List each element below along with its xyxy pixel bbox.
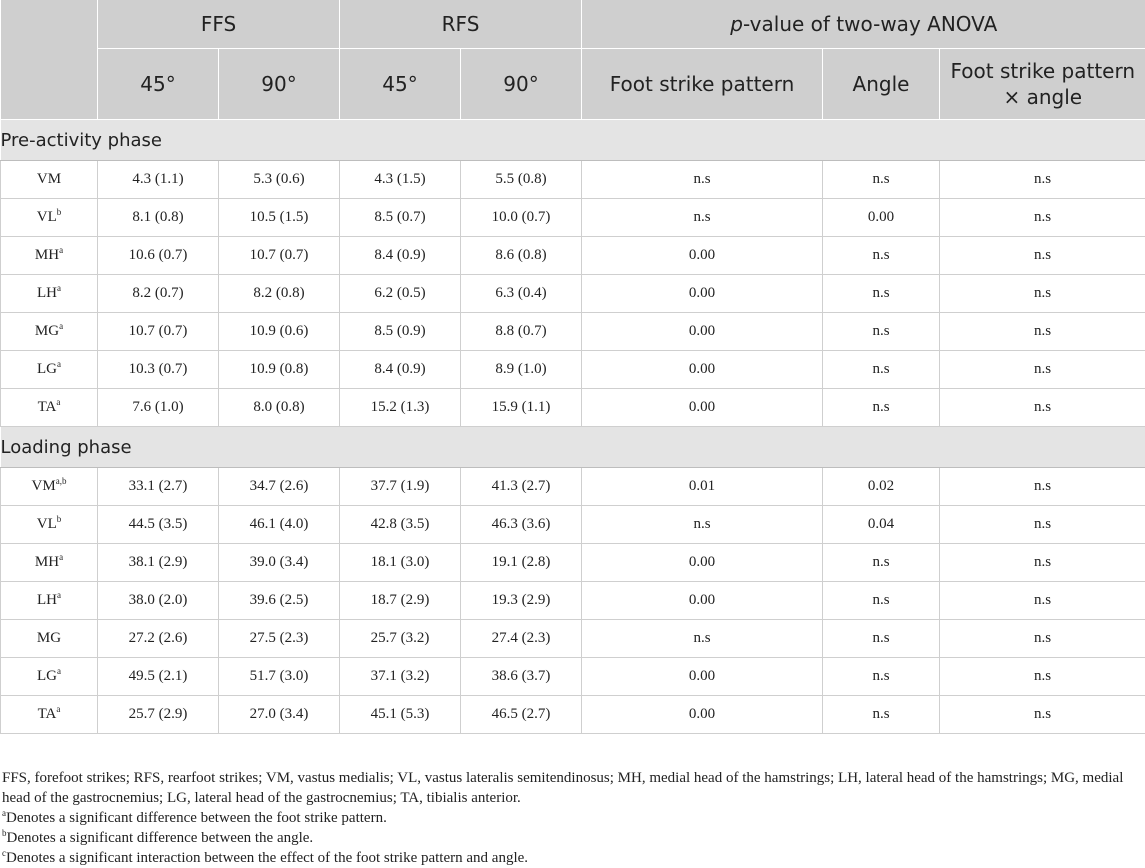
rfs-90-cell: 46.5 (2.7) (461, 696, 582, 734)
angle-pvalue-cell: n.s (823, 696, 940, 734)
muscle-label: VL (37, 209, 57, 225)
table-body (1, 120, 1145, 734)
table-header (1, 0, 1145, 120)
ffs-45-cell: 10.3 (0.7) (98, 351, 219, 389)
muscle-superscript: b (57, 514, 62, 524)
muscle-label: TA (38, 399, 57, 415)
header-ffs-45: 45° (98, 49, 219, 120)
interaction-pvalue-cell: n.s (940, 658, 1145, 696)
ffs-45-cell: 38.0 (2.0) (98, 582, 219, 620)
rfs-45-cell: 18.7 (2.9) (340, 582, 461, 620)
ffs-90-cell: 46.1 (4.0) (219, 506, 340, 544)
ffs-90-cell: 10.9 (0.8) (219, 351, 340, 389)
rfs-45-cell: 42.8 (3.5) (340, 506, 461, 544)
rfs-45-cell: 4.3 (1.5) (340, 161, 461, 199)
ffs-45-cell: 10.7 (0.7) (98, 313, 219, 351)
header-rfs-45: 45° (340, 49, 461, 120)
ffs-45-cell: 8.1 (0.8) (98, 199, 219, 237)
muscle-superscript: a (57, 359, 61, 369)
rfs-45-cell: 6.2 (0.5) (340, 275, 461, 313)
table-row (1, 582, 1145, 620)
footnote-c-text: Denotes a significant interaction between the effect of the foot strike pattern and angle. (6, 850, 528, 866)
muscle-label: TA (38, 706, 57, 722)
angle-pvalue-cell: 0.04 (823, 506, 940, 544)
pvalue-italic-p: p (730, 12, 743, 36)
rfs-90-cell: 46.3 (3.6) (461, 506, 582, 544)
interaction-pvalue-cell: n.s (940, 275, 1145, 313)
muscle-cell (1, 199, 98, 237)
angle-pvalue-cell: n.s (823, 275, 940, 313)
ffs-45-cell: 49.5 (2.1) (98, 658, 219, 696)
footnote-a (2, 808, 1137, 828)
ffs-90-cell: 10.9 (0.6) (219, 313, 340, 351)
muscle-label: MH (35, 554, 59, 570)
header-rfs-90: 90° (461, 49, 582, 120)
rfs-90-cell: 19.3 (2.9) (461, 582, 582, 620)
foot-strike-pvalue-cell: 0.00 (582, 275, 823, 313)
table-row (1, 199, 1145, 237)
section-row (1, 427, 1145, 468)
muscle-cell (1, 620, 98, 658)
ffs-45-cell: 44.5 (3.5) (98, 506, 219, 544)
muscle-label: MG (35, 323, 59, 339)
rfs-45-cell: 37.7 (1.9) (340, 468, 461, 506)
interaction-pvalue-cell: n.s (940, 506, 1145, 544)
muscle-cell (1, 696, 98, 734)
angle-pvalue-cell: n.s (823, 658, 940, 696)
ffs-90-cell: 8.2 (0.8) (219, 275, 340, 313)
table-row (1, 620, 1145, 658)
section-row (1, 120, 1145, 161)
muscle-cell (1, 275, 98, 313)
interaction-pvalue-cell: n.s (940, 468, 1145, 506)
footnote-abbreviations: FFS, forefoot strikes; RFS, rearfoot strikes; VM, vastus medialis; VL, vastus lateralis semitendinosus; MH, medial head of the hamstrings; LH, lateral head of the hamstrings; MG, medial head of the gastrocnemius; LG, lateral head of the gastrocnemius; TA, tibialis anterior. (2, 768, 1137, 808)
muscle-label: MH (35, 247, 59, 263)
rfs-90-cell: 27.4 (2.3) (461, 620, 582, 658)
rfs-45-cell: 37.1 (3.2) (340, 658, 461, 696)
table-row (1, 237, 1145, 275)
ffs-90-cell: 5.3 (0.6) (219, 161, 340, 199)
footnote-b (2, 828, 1137, 848)
interaction-pvalue-cell: n.s (940, 544, 1145, 582)
muscle-label: VM (37, 171, 61, 187)
muscle-label: VM (32, 478, 56, 494)
muscle-superscript: a,b (56, 476, 67, 486)
footnote-a-mark: a (2, 808, 6, 818)
table-row (1, 313, 1145, 351)
angle-pvalue-cell: n.s (823, 620, 940, 658)
muscle-cell (1, 389, 98, 427)
muscle-superscript: a (59, 552, 63, 562)
muscle-superscript: a (56, 704, 60, 714)
muscle-cell (1, 658, 98, 696)
ffs-45-cell: 27.2 (2.6) (98, 620, 219, 658)
rfs-45-cell: 8.4 (0.9) (340, 351, 461, 389)
footnote-b-text: Denotes a significant difference between the angle. (7, 830, 314, 846)
rfs-90-cell: 41.3 (2.7) (461, 468, 582, 506)
angle-pvalue-cell: n.s (823, 351, 940, 389)
interaction-pvalue-cell: n.s (940, 237, 1145, 275)
header-group-pvalue (582, 0, 1145, 49)
foot-strike-pvalue-cell: 0.00 (582, 658, 823, 696)
ffs-45-cell: 4.3 (1.1) (98, 161, 219, 199)
rfs-45-cell: 8.4 (0.9) (340, 237, 461, 275)
interaction-pvalue-cell: n.s (940, 389, 1145, 427)
interaction-pvalue-cell: n.s (940, 161, 1145, 199)
angle-pvalue-cell: n.s (823, 544, 940, 582)
muscle-superscript: a (56, 397, 60, 407)
foot-strike-pvalue-cell: 0.00 (582, 582, 823, 620)
rfs-90-cell: 5.5 (0.8) (461, 161, 582, 199)
footnote-a-text: Denotes a significant difference between the foot strike pattern. (6, 810, 387, 826)
pvalue-label: -value of two-way ANOVA (743, 12, 997, 36)
section-title: Pre-activity phase (1, 120, 1145, 161)
foot-strike-pvalue-cell: 0.00 (582, 351, 823, 389)
muscle-label: LG (37, 361, 57, 377)
ffs-90-cell: 27.5 (2.3) (219, 620, 340, 658)
header-foot-strike-pattern: Foot strike pattern (582, 49, 823, 120)
muscle-label: LH (37, 285, 57, 301)
foot-strike-pvalue-cell: n.s (582, 199, 823, 237)
ffs-45-cell: 7.6 (1.0) (98, 389, 219, 427)
table-row (1, 506, 1145, 544)
foot-strike-pvalue-cell: 0.01 (582, 468, 823, 506)
rfs-45-cell: 45.1 (5.3) (340, 696, 461, 734)
interaction-pvalue-cell: n.s (940, 620, 1145, 658)
angle-pvalue-cell: n.s (823, 161, 940, 199)
table-row (1, 468, 1145, 506)
rfs-90-cell: 8.9 (1.0) (461, 351, 582, 389)
table-row (1, 275, 1145, 313)
angle-pvalue-cell: n.s (823, 389, 940, 427)
table-row (1, 696, 1145, 734)
muscle-cell (1, 506, 98, 544)
muscle-superscript: a (59, 321, 63, 331)
ffs-90-cell: 10.7 (0.7) (219, 237, 340, 275)
angle-pvalue-cell: 0.02 (823, 468, 940, 506)
interaction-pvalue-cell: n.s (940, 351, 1145, 389)
muscle-cell (1, 313, 98, 351)
muscle-cell (1, 468, 98, 506)
footnote-c-mark: c (2, 848, 6, 858)
table-row (1, 161, 1145, 199)
interaction-pvalue-cell: n.s (940, 582, 1145, 620)
ffs-90-cell: 51.7 (3.0) (219, 658, 340, 696)
table-row (1, 351, 1145, 389)
ffs-45-cell: 8.2 (0.7) (98, 275, 219, 313)
foot-strike-pvalue-cell: 0.00 (582, 696, 823, 734)
muscle-cell (1, 544, 98, 582)
ffs-90-cell: 8.0 (0.8) (219, 389, 340, 427)
angle-pvalue-cell: n.s (823, 237, 940, 275)
rfs-90-cell: 38.6 (3.7) (461, 658, 582, 696)
ffs-90-cell: 10.5 (1.5) (219, 199, 340, 237)
muscle-superscript: a (57, 666, 61, 676)
rfs-90-cell: 15.9 (1.1) (461, 389, 582, 427)
section-title: Loading phase (1, 427, 1145, 468)
foot-strike-pvalue-cell: 0.00 (582, 544, 823, 582)
ffs-90-cell: 34.7 (2.6) (219, 468, 340, 506)
foot-strike-pvalue-cell: n.s (582, 620, 823, 658)
muscle-superscript: a (57, 283, 61, 293)
ffs-45-cell: 25.7 (2.9) (98, 696, 219, 734)
muscle-label: MG (37, 630, 61, 646)
muscle-cell (1, 351, 98, 389)
ffs-45-cell: 33.1 (2.7) (98, 468, 219, 506)
rfs-45-cell: 25.7 (3.2) (340, 620, 461, 658)
muscle-cell (1, 161, 98, 199)
ffs-90-cell: 39.6 (2.5) (219, 582, 340, 620)
muscle-label: LH (37, 592, 57, 608)
angle-pvalue-cell: 0.00 (823, 199, 940, 237)
ffs-45-cell: 10.6 (0.7) (98, 237, 219, 275)
table-row (1, 658, 1145, 696)
rfs-45-cell: 8.5 (0.9) (340, 313, 461, 351)
foot-strike-pvalue-cell: n.s (582, 506, 823, 544)
table-row (1, 544, 1145, 582)
header-blank-cell (1, 0, 98, 120)
foot-strike-pvalue-cell: 0.00 (582, 237, 823, 275)
table-row (1, 389, 1145, 427)
ffs-45-cell: 38.1 (2.9) (98, 544, 219, 582)
foot-strike-pvalue-cell: 0.00 (582, 313, 823, 351)
rfs-45-cell: 18.1 (3.0) (340, 544, 461, 582)
interaction-pvalue-cell: n.s (940, 199, 1145, 237)
foot-strike-pvalue-cell: 0.00 (582, 389, 823, 427)
footnote-b-mark: b (2, 828, 7, 838)
ffs-90-cell: 39.0 (3.4) (219, 544, 340, 582)
interaction-pvalue-cell: n.s (940, 696, 1145, 734)
rfs-90-cell: 6.3 (0.4) (461, 275, 582, 313)
rfs-90-cell: 8.6 (0.8) (461, 237, 582, 275)
interaction-pvalue-cell: n.s (940, 313, 1145, 351)
angle-pvalue-cell: n.s (823, 313, 940, 351)
header-interaction: Foot strike pattern × angle (940, 49, 1145, 120)
muscle-superscript: a (57, 590, 61, 600)
rfs-45-cell: 15.2 (1.3) (340, 389, 461, 427)
muscle-superscript: a (59, 245, 63, 255)
header-group-rfs: RFS (340, 0, 582, 49)
ffs-90-cell: 27.0 (3.4) (219, 696, 340, 734)
rfs-90-cell: 8.8 (0.7) (461, 313, 582, 351)
footnote-c (2, 848, 1137, 868)
angle-pvalue-cell: n.s (823, 582, 940, 620)
rfs-45-cell: 8.5 (0.7) (340, 199, 461, 237)
muscle-cell (1, 237, 98, 275)
muscle-label: VL (37, 516, 57, 532)
rfs-90-cell: 10.0 (0.7) (461, 199, 582, 237)
header-angle: Angle (823, 49, 940, 120)
header-ffs-90: 90° (219, 49, 340, 120)
muscle-superscript: b (57, 207, 62, 217)
header-group-ffs: FFS (98, 0, 340, 49)
muscle-label: LG (37, 668, 57, 684)
footnotes (0, 768, 1137, 868)
muscle-cell (1, 582, 98, 620)
foot-strike-pvalue-cell: n.s (582, 161, 823, 199)
rfs-90-cell: 19.1 (2.8) (461, 544, 582, 582)
